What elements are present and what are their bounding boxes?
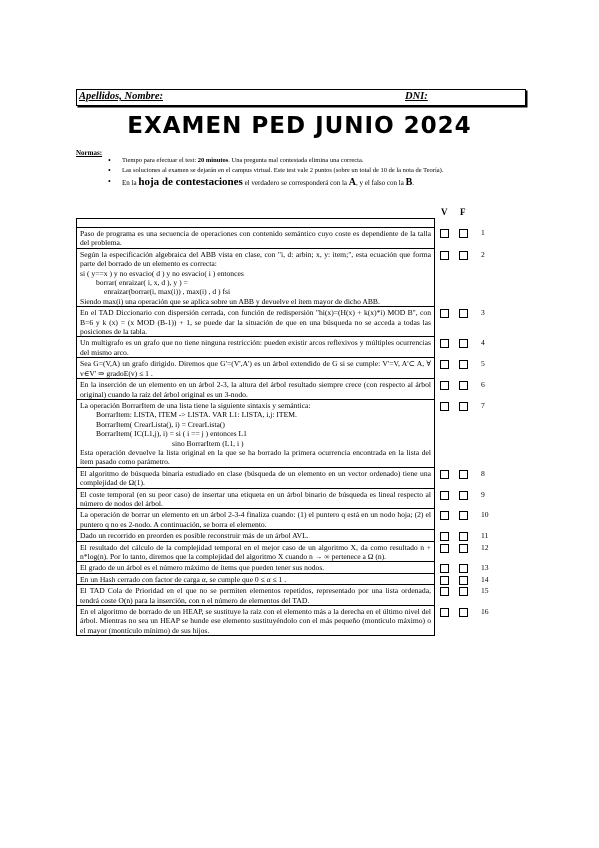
question-3: En el TAD Diccionario con dispersión cerrada, con función de redispersión "hi(x)=(H(x) + k(x)*i) MOD B", con B=6 y k (x) = (x MOD (B-1)) + 1, se puede dar la situación de que en una búsqueda no se acceda a todas las posiciones de la tabla. (77, 307, 434, 337)
true-checkbox[interactable] (440, 576, 449, 585)
question-6: En la inserción de un elemento en un árbol 2-3, la altura del árbol resultado siempre crece (con respecto al árbol original) cuando la raíz del árbol original es un 3-nodo. (77, 379, 434, 400)
question-number: 2 (481, 249, 485, 259)
question-13: El grado de un árbol es el número máximo de ítems que pueden tener sus nodos. (77, 562, 434, 573)
table-spacer-row (77, 219, 434, 227)
false-checkbox[interactable] (459, 339, 468, 348)
question-14: En un Hash cerrado con factor de carga α, se cumple que 0 ≤ α ≤ 1 . (77, 574, 434, 585)
true-checkbox[interactable] (440, 608, 449, 617)
question-15: El TAD Cola de Prioridad en el que no se permiten elementos repetidos, representado por una lista ordenada, tendrá coste O(n) para la inserción, con n el número de elementos del TAD. (77, 585, 434, 606)
question-number: 9 (481, 489, 485, 499)
question-number: 16 (481, 607, 489, 617)
question-number: 11 (481, 531, 489, 541)
question-number: 15 (481, 586, 489, 596)
false-checkbox[interactable] (459, 587, 468, 596)
true-checkbox[interactable] (440, 251, 449, 260)
rules-label: Normas: (76, 149, 103, 157)
true-checkbox[interactable] (440, 470, 449, 479)
false-checkbox[interactable] (459, 564, 468, 573)
true-checkbox[interactable] (440, 511, 449, 520)
true-checkbox[interactable] (440, 381, 449, 390)
true-checkbox[interactable] (440, 360, 449, 369)
question-4: Un multigrafo es un grafo que no tiene ninguna restricción: pueden existir arcos reflexivos y múltiples ocurrencias del mismo arco. (77, 337, 434, 358)
rule-item: • Las soluciones al examen se dejarán en el campus virtual. Este test vale 2 puntos (sobre un total de 10 de la nota de Teoría). (108, 166, 518, 176)
true-checkbox[interactable] (440, 532, 449, 541)
question-number: 13 (481, 563, 489, 573)
false-checkbox[interactable] (459, 229, 468, 238)
question-1: Paso de programa es una secuencia de operaciones con contenido semántico cuyo coste es dependiente de la talla del problema. (77, 227, 434, 249)
rules-list (108, 156, 518, 189)
false-checkbox[interactable] (459, 608, 468, 617)
name-label: Apellidos, Nombre: (79, 91, 163, 102)
false-checkbox[interactable] (459, 491, 468, 500)
false-checkbox[interactable] (459, 576, 468, 585)
true-checkbox[interactable] (440, 544, 449, 553)
student-info-box (76, 89, 526, 106)
false-checkbox[interactable] (459, 381, 468, 390)
question-number: 5 (481, 359, 485, 369)
question-number: 8 (481, 468, 485, 478)
true-checkbox[interactable] (440, 309, 449, 318)
false-checkbox[interactable] (459, 360, 468, 369)
question-number: 14 (481, 574, 489, 584)
question-16: En el algoritmo de borrado de un HEAP, se sustituye la raíz con el elemento más a la derecha en el último nivel del árbol. Mientras no sea un HEAP se hunde ese elemento sustituyéndolo con el más pequeño (montículo máximo) o el mayor (montículo mínimo) de sus hijos. (80, 607, 431, 635)
false-checkbox[interactable] (459, 470, 468, 479)
questions-table (76, 218, 435, 636)
false-checkbox[interactable] (459, 251, 468, 260)
question-2: Según la especificación algebraica del ABB vista en clase, con "i, d: arbin; x, y: item;", esta ecuación que forma parte del borrado de un elemento es correcta: si ( y==x ) y no esvacio( d ) y no esvacio( i ) entonces borrar( enraizar( i, x, d ), y ) = enraizar(borrar(i, max(i)) , max(i) , d ) fsi Siendo max(i) una operación que se aplica sobre un ABB y devuelve el ítem mayor de dicho ABB. (77, 249, 434, 307)
rule-item: • Tiempo para efectuar el test: 20 minutos. Una pregunta mal contestada elimina una correcta. (108, 156, 518, 166)
question-11: Dado un recorrido en preorden es posible reconstruir más de un árbol AVL. (77, 530, 434, 541)
question-9: El coste temporal (en su peor caso) de insertar una etiqueta en un árbol binario de búsqueda es lineal respecto al número de nodos del árbol. (77, 489, 434, 510)
question-12: El resultado del cálculo de la complejidad temporal en el mejor caso de un algoritmo X, da como resultado n + n*log(n). Por lo tanto, diremos que la complejidad del algoritmo X cuando n → ∞ pertenece a Ω (n). (77, 542, 434, 563)
rule-item: • En la hoja de contestaciones el verdadero se corresponderá con la A, y el falso con la B. (108, 176, 518, 189)
exam-title: EXAMEN PED JUNIO 2024 (127, 113, 472, 139)
question-number: 3 (481, 308, 485, 318)
question-number: 4 (481, 338, 485, 348)
false-checkbox[interactable] (459, 544, 468, 553)
true-checkbox[interactable] (440, 564, 449, 573)
question-number: 6 (481, 380, 485, 390)
false-checkbox[interactable] (459, 309, 468, 318)
true-checkbox[interactable] (440, 587, 449, 596)
true-column-header: V (441, 207, 448, 217)
question-number: 12 (481, 542, 489, 552)
question-8: El algoritmo de búsqueda binaria estudiado en clase (búsqueda de un elemento en un vector ordenado) tiene una complejidad de Ω(1). (77, 468, 434, 489)
question-number: 7 (481, 400, 485, 410)
question-10: La operación de borrar un elemento en un árbol 2-3-4 finaliza cuando: (1) el puntero q está en un nodo hoja; (2) el puntero q no es 2-nodo. A continuación, se borra el elemento. (77, 509, 434, 530)
question-7: La operación BorrarItem de una lista tiene la siguiente sintaxis y semántica: BorrarItem: LISTA, ITEM -> LISTA. VAR L1: LISTA, i,j: ITEM. BorrarItem( CrearLista(), i) = CrearLista() BorrarItem( IC(L1,j), i) = si ( i == j ) entonces L1 sino BorrarItem (L1, i ) Esta operación devuelve la lista original en la que se ha borrado la primera ocurrencia encontrada en la lista del ítem pasado como parámetro. (77, 400, 434, 468)
true-checkbox[interactable] (440, 402, 449, 411)
true-checkbox[interactable] (440, 491, 449, 500)
question-5: Sea G=(V,A) un grafo dirigido. Diremos que G'=(V',A') es un árbol extendido de G si se cumple: V'=V, A'⊂ A, ∀ v∈V' ⇒ gradoE(v) ≤ 1 . (77, 358, 434, 379)
true-checkbox[interactable] (440, 229, 449, 238)
question-number: 10 (481, 510, 489, 520)
false-checkbox[interactable] (459, 402, 468, 411)
false-column-header: F (460, 207, 466, 217)
false-checkbox[interactable] (459, 511, 468, 520)
dni-label: DNI: (405, 91, 428, 102)
false-checkbox[interactable] (459, 532, 468, 541)
question-number: 1 (481, 228, 485, 237)
true-checkbox[interactable] (440, 339, 449, 348)
